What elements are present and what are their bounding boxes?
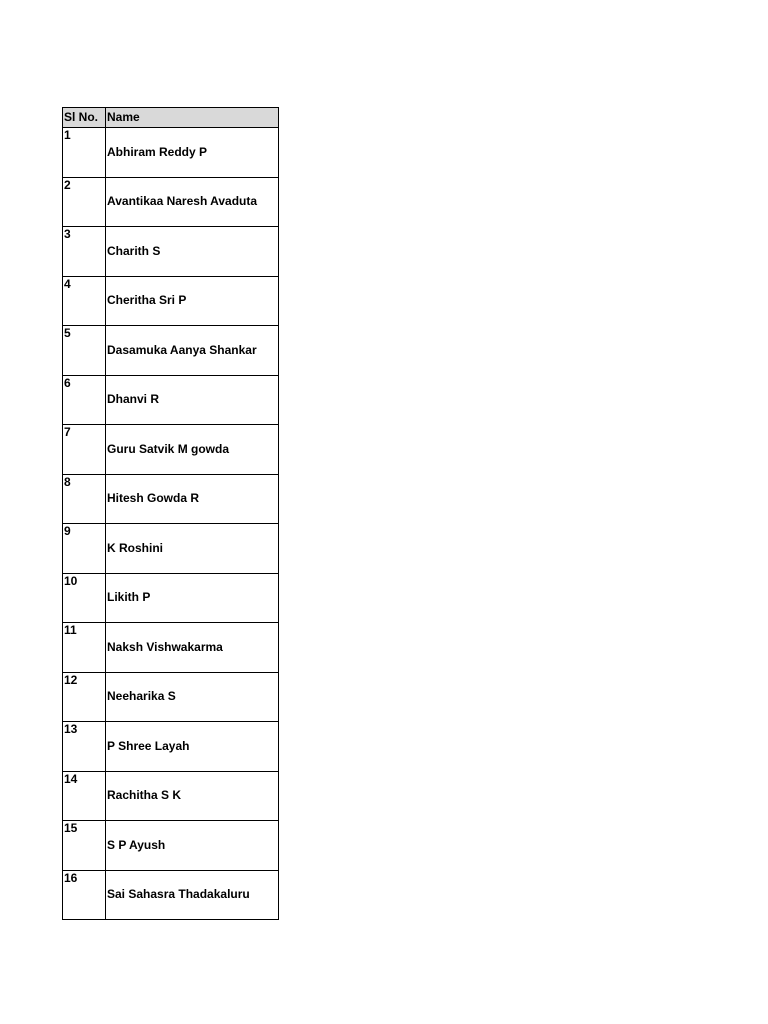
table-row bbox=[63, 474, 279, 524]
table-row bbox=[63, 821, 279, 871]
name-cell: Cheritha Sri P bbox=[106, 276, 279, 326]
sl-no-cell: 10 bbox=[63, 573, 106, 623]
table-row bbox=[63, 573, 279, 623]
sl-no-cell: 9 bbox=[63, 524, 106, 574]
name-cell: Guru Satvik M gowda bbox=[106, 425, 279, 475]
table-row bbox=[63, 524, 279, 574]
table-row bbox=[63, 870, 279, 920]
sl-no-cell: 4 bbox=[63, 276, 106, 326]
name-cell: Hitesh Gowda R bbox=[106, 474, 279, 524]
sl-no-cell: 8 bbox=[63, 474, 106, 524]
name-cell: Dasamuka Aanya Shankar bbox=[106, 326, 279, 376]
name-cell: K Roshini bbox=[106, 524, 279, 574]
sl-no-cell: 14 bbox=[63, 771, 106, 821]
sl-no-cell: 1 bbox=[63, 128, 106, 178]
table-row bbox=[63, 771, 279, 821]
name-cell: Rachitha S K bbox=[106, 771, 279, 821]
sl-no-cell: 2 bbox=[63, 177, 106, 227]
table-row bbox=[63, 276, 279, 326]
sl-no-cell: 16 bbox=[63, 870, 106, 920]
sl-no-cell: 15 bbox=[63, 821, 106, 871]
name-cell: Likith P bbox=[106, 573, 279, 623]
sl-no-cell: 3 bbox=[63, 227, 106, 277]
name-cell: Charith S bbox=[106, 227, 279, 277]
name-cell: Neeharika S bbox=[106, 672, 279, 722]
sl-no-cell: 13 bbox=[63, 722, 106, 772]
table-row bbox=[63, 177, 279, 227]
name-cell: Dhanvi R bbox=[106, 375, 279, 425]
table-row bbox=[63, 722, 279, 772]
table-row bbox=[63, 375, 279, 425]
sl-no-cell: 5 bbox=[63, 326, 106, 376]
header-name: Name bbox=[106, 108, 279, 128]
sl-no-cell: 7 bbox=[63, 425, 106, 475]
name-cell: S P Ayush bbox=[106, 821, 279, 871]
sl-no-cell: 6 bbox=[63, 375, 106, 425]
table-body bbox=[63, 128, 279, 920]
name-cell: Naksh Vishwakarma bbox=[106, 623, 279, 673]
table-row bbox=[63, 326, 279, 376]
table-header bbox=[63, 108, 279, 128]
table-row bbox=[63, 425, 279, 475]
student-list-table bbox=[62, 107, 279, 920]
table-row bbox=[63, 128, 279, 178]
table-row bbox=[63, 227, 279, 277]
table-row bbox=[63, 672, 279, 722]
name-cell: Abhiram Reddy P bbox=[106, 128, 279, 178]
name-cell: Avantikaa Naresh Avaduta bbox=[106, 177, 279, 227]
table-row bbox=[63, 623, 279, 673]
sl-no-cell: 11 bbox=[63, 623, 106, 673]
sl-no-cell: 12 bbox=[63, 672, 106, 722]
header-row bbox=[63, 108, 279, 128]
name-cell: P Shree Layah bbox=[106, 722, 279, 772]
header-sl-no: Sl No. bbox=[63, 108, 106, 128]
name-cell: Sai Sahasra Thadakaluru bbox=[106, 870, 279, 920]
